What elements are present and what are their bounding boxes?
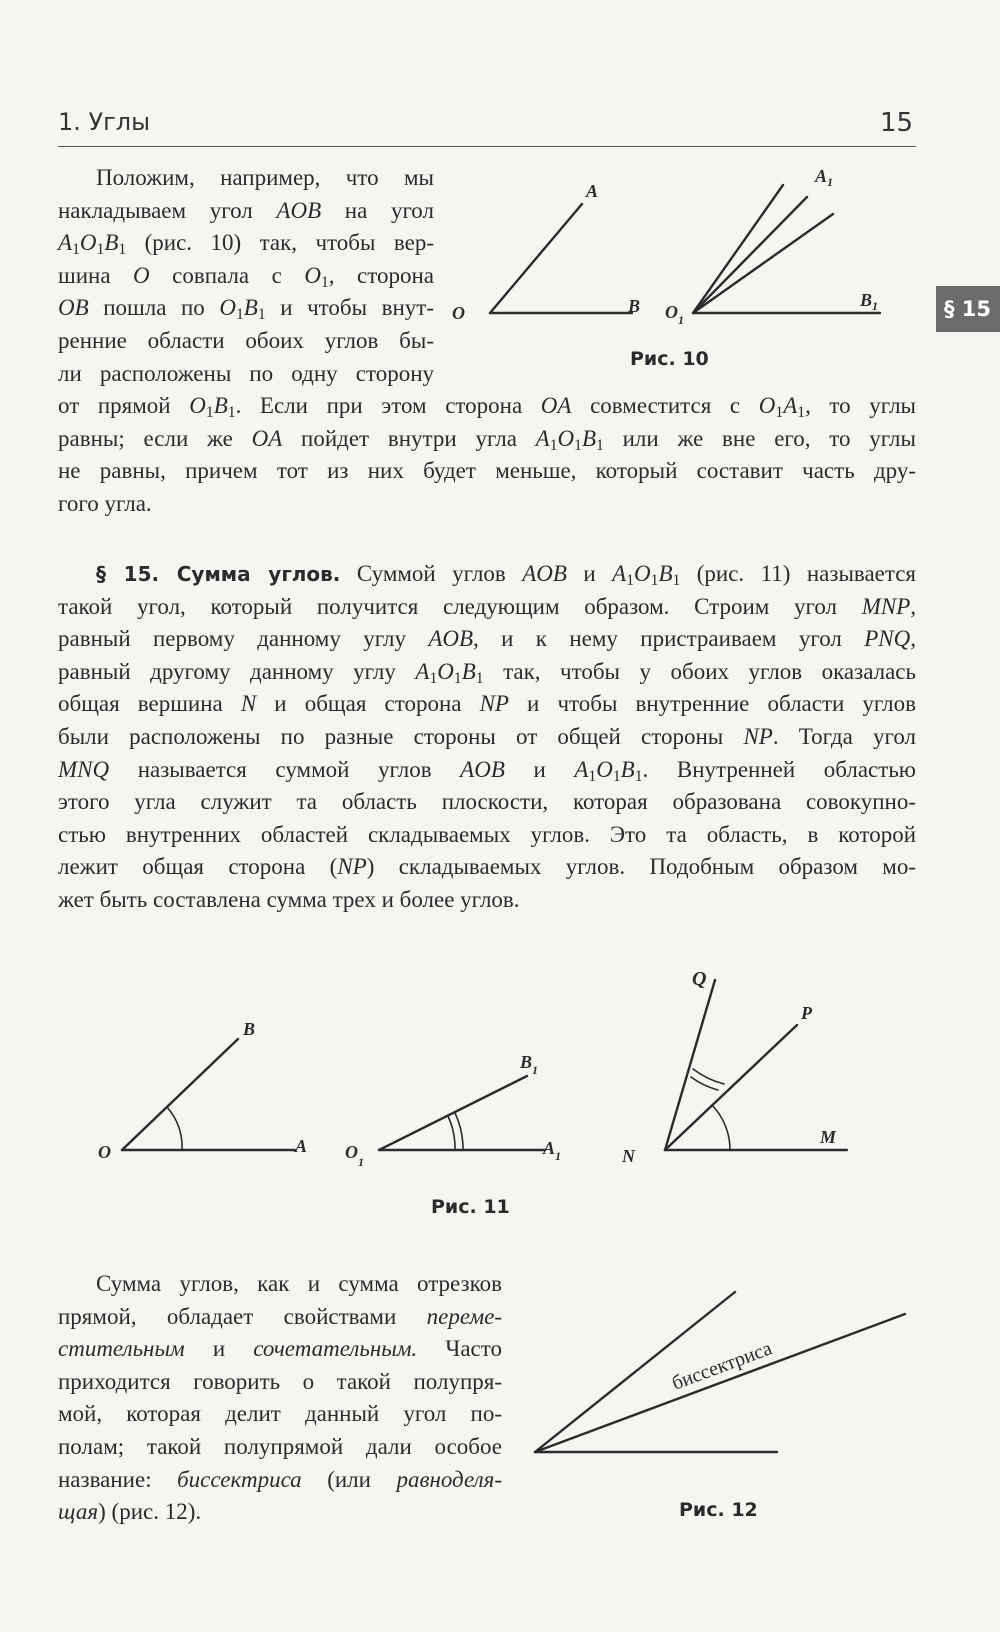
page-number: 15 bbox=[880, 108, 914, 138]
label-N: N bbox=[622, 1146, 635, 1166]
bisector-label: биссектриса bbox=[669, 1337, 776, 1395]
text-line: шина O совпала с $O_1$, сторона bbox=[58, 262, 434, 291]
label-A1: $A_1$ bbox=[815, 166, 834, 189]
ray-middle-1 bbox=[693, 197, 807, 313]
text-line: Сумма углов, как и сумма отрезков bbox=[96, 1271, 502, 1296]
text-line: стительным и сочетательным. Часто bbox=[58, 1336, 502, 1362]
text-line: равный первому данному углу AOB, и к нему пристраиваем угол PNQ, bbox=[58, 626, 916, 652]
section-heading: § 15. Сумма углов. bbox=[96, 562, 341, 586]
figure-10 bbox=[450, 160, 900, 390]
text-line: прямой, обладает свойствами переме- bbox=[58, 1303, 502, 1329]
fig11-caption: Рис. 11 bbox=[431, 1196, 510, 1218]
text-line: стью внутренних областей складываемых углов. Это та область, в которой bbox=[58, 821, 916, 847]
arc-PNQ-1 bbox=[691, 1077, 718, 1090]
ray-NQ bbox=[665, 980, 715, 1150]
text-line: не равны, причем тот из них будет меньше, который составит часть дру- bbox=[58, 458, 916, 484]
label-B1: $B_1$ bbox=[520, 1052, 539, 1077]
label-B: B bbox=[243, 1019, 256, 1039]
text-line: мой, которая делит данный угол по- bbox=[58, 1401, 502, 1427]
fig10-caption: Рис. 10 bbox=[630, 348, 709, 370]
ray-middle-2 bbox=[693, 214, 833, 313]
arc-A1O1B1-1 bbox=[448, 1116, 455, 1150]
text-line: лежит общая сторона (NP) складываемых углов. Подобным образом мо- bbox=[58, 854, 916, 880]
text-line: равны; если же OA пойдет внутри угла $A_1O_1B_1$ или же вне его, то углы bbox=[58, 425, 916, 454]
ray-O1A1 bbox=[693, 185, 783, 313]
paragraph-2 bbox=[58, 558, 916, 917]
label-Q: Q bbox=[692, 968, 707, 990]
text-line: $A_1O_1B_1$ (рис. 10) так, чтобы вер- bbox=[58, 230, 434, 259]
label-B: B bbox=[628, 296, 641, 316]
fig12-caption: Рис. 12 bbox=[679, 1499, 758, 1521]
paragraph-3 bbox=[58, 1268, 502, 1529]
text-line: накладываем угол AOB на угол bbox=[58, 197, 434, 223]
label-O1: $O_1$ bbox=[665, 302, 684, 327]
ray-OA bbox=[490, 204, 582, 313]
text-line: были расположены по разные стороны от общей стороны NP. Тогда угол bbox=[58, 723, 917, 749]
text-line: общая вершина N и общая сторона NP и чтобы внутренние области углов bbox=[58, 691, 917, 717]
arc-MNP bbox=[712, 1105, 730, 1150]
arc-A1O1B1-2 bbox=[455, 1113, 463, 1150]
text-line: Положим, например, что мы bbox=[96, 165, 434, 190]
label-O1: $O_1$ bbox=[345, 1142, 364, 1169]
paragraph-1-full bbox=[58, 390, 916, 520]
text-line: от прямой $O_1B_1$. Если при этом сторона OA совместится с $O_1A_1$, то углы bbox=[58, 393, 916, 421]
text-line: OB пошла по $O_1B_1$ и чтобы внут- bbox=[58, 295, 434, 324]
label-A1: $A_1$ bbox=[543, 1138, 562, 1163]
ray-bisector bbox=[535, 1314, 905, 1452]
label-A: A bbox=[586, 181, 599, 201]
label-O: O bbox=[98, 1142, 111, 1162]
figure-11 bbox=[95, 955, 915, 1225]
text-line: ли расположены по одну сторону bbox=[58, 360, 434, 386]
ray-NP bbox=[665, 1025, 797, 1150]
text-line: ренние области обоих углов бы- bbox=[58, 327, 434, 353]
label-O: O bbox=[452, 303, 465, 323]
text-line: полам; такой полупрямой дали особое bbox=[58, 1433, 502, 1459]
paragraph-1-left bbox=[58, 162, 434, 390]
text-line: приходится говорить о такой полупря- bbox=[58, 1368, 502, 1394]
label-B1: $B_1$ bbox=[860, 290, 879, 313]
text-line: жет быть составлена сумма трех и более углов. bbox=[58, 886, 520, 912]
figure-12 bbox=[525, 1280, 925, 1525]
text-line: этого угла служит та область плоскости, которая образована совокупно- bbox=[58, 789, 916, 815]
chapter-title: 1. Углы bbox=[58, 108, 151, 136]
text-line: щая) (рис. 12). bbox=[58, 1499, 202, 1525]
label-A: A bbox=[295, 1136, 308, 1156]
text-line: § 15. Сумма углов. Суммой углов AOB и $A_1O_1B_1$ (рис. 11) называется bbox=[96, 561, 916, 589]
arc-AOB bbox=[167, 1107, 182, 1150]
label-P: P bbox=[801, 1003, 812, 1023]
header-divider bbox=[58, 146, 916, 147]
text-line: равный другому данному углу $A_1O_1B_1$ так, чтобы у обоих углов оказалась bbox=[58, 658, 917, 687]
label-M: M bbox=[820, 1127, 837, 1147]
text-line: MNQ называется суммой углов AOB и $A_1O_1B_1$. Внутренней областью bbox=[58, 756, 916, 785]
text-line: такой угол, который получится следующим образом. Строим угол MNP, bbox=[58, 593, 916, 619]
ray-O1B1 bbox=[379, 1076, 527, 1150]
text-line: название: биссектриса (или равноделя- bbox=[58, 1466, 502, 1492]
text-line: гого угла. bbox=[58, 490, 152, 516]
section-tab[interactable]: § 15 bbox=[936, 286, 1000, 332]
